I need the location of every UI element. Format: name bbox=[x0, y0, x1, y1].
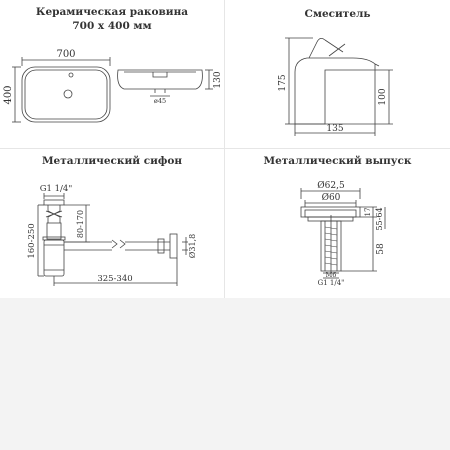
sink-top-view bbox=[22, 67, 110, 122]
drain-dim-outer: Ø62,5 bbox=[317, 181, 345, 191]
faucet-dim-total: 175 bbox=[278, 74, 288, 92]
faucet-dim-spout: 100 bbox=[378, 88, 388, 106]
drain-dim-thread: G1 1/4" bbox=[317, 279, 345, 287]
faucet-panel bbox=[225, 0, 450, 148]
sink-dim-width: 700 bbox=[56, 49, 76, 60]
sink-subtitle: 700 x 400 мм bbox=[72, 20, 152, 32]
siphon-dim-height: 160-250 bbox=[27, 223, 37, 259]
drain-title: Металлический выпуск bbox=[263, 155, 412, 167]
sink-panel bbox=[0, 0, 224, 148]
sink-drain-hole bbox=[64, 90, 72, 98]
siphon-dim-thread: G1 1/4" bbox=[39, 184, 73, 194]
sink-drawing bbox=[0, 0, 224, 148]
drain-panel bbox=[225, 149, 450, 298]
siphon-dim-top: 80-170 bbox=[76, 209, 85, 239]
drain-dim-range: 55-64 bbox=[375, 207, 384, 231]
faucet-drawing bbox=[225, 0, 450, 148]
siphon-dim-pipe: Ø31,8 bbox=[188, 233, 197, 259]
sink-dim-depth: 130 bbox=[213, 71, 223, 89]
siphon-dim-length: 325-340 bbox=[97, 274, 133, 284]
siphon-drawing bbox=[0, 149, 224, 298]
siphon-panel bbox=[0, 149, 224, 298]
drain-cap bbox=[301, 207, 360, 217]
faucet-body bbox=[295, 58, 375, 124]
drain-dim-body: 58 bbox=[376, 243, 386, 255]
sink-side-view bbox=[118, 70, 203, 89]
sink-title: Керамическая раковина bbox=[35, 6, 189, 18]
siphon-wall-flange bbox=[170, 234, 177, 258]
drain-dim-screw: M6 bbox=[325, 271, 337, 279]
drain-drawing bbox=[225, 149, 450, 298]
faucet-title: Смеситель bbox=[304, 8, 371, 20]
drain-dim-cap: 17 bbox=[364, 207, 372, 217]
sink-dim-height: 400 bbox=[3, 85, 14, 105]
siphon-title: Металлический сифон bbox=[41, 155, 183, 167]
faucet-dim-reach: 135 bbox=[326, 124, 344, 134]
drain-dim-inner: Ø60 bbox=[321, 193, 341, 203]
sink-dim-drain: ø45 bbox=[153, 97, 167, 105]
empty-bottom-area bbox=[0, 298, 450, 450]
faucet-handle bbox=[309, 38, 343, 58]
